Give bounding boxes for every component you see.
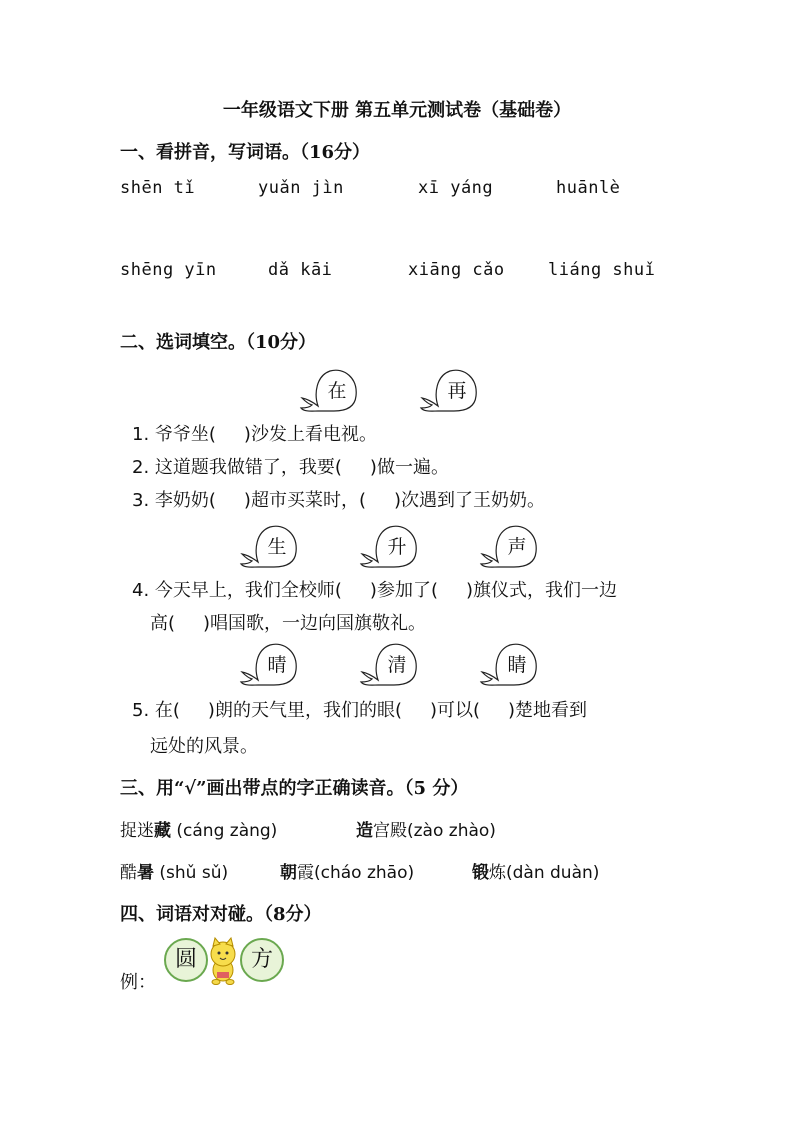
question-4: 4. 今天早上，我们全校师( )参加了( )旗仪式，我们一边: [132, 580, 617, 601]
section-2-heading: 二、选词填空。（10分）: [120, 332, 317, 353]
word-bubble: [238, 524, 300, 570]
bubble-char: 升: [387, 536, 407, 558]
word-bubble: [358, 524, 420, 570]
pinyin-5: shēng yīn: [120, 260, 217, 280]
bubble-char: 再: [447, 380, 467, 402]
question-2: 2. 这道题我做错了，我要( )做一遍。: [132, 457, 449, 478]
pinyin-3: xī yáng: [418, 178, 494, 198]
bubble-char: 生: [267, 536, 287, 558]
word-bubble: [298, 368, 360, 414]
page-title: 一年级语文下册 第五单元测试卷（基础卷）: [222, 100, 572, 121]
section-1-heading: 一、看拼音，写词语。（16分）: [120, 142, 371, 163]
question-1: 1. 爷爷坐( )沙发上看电视。: [132, 424, 377, 445]
word-bubble: [478, 524, 540, 570]
pinyin-7: xiāng cǎo: [408, 260, 505, 280]
section-4-heading: 四、词语对对碰。（8分）: [120, 904, 322, 925]
bubble-char: 清: [387, 654, 407, 676]
word-bubble: [478, 642, 540, 688]
bubble-char: 声: [507, 536, 527, 558]
pronunciation-item: 造宫殿(zào zhào): [356, 821, 496, 841]
pinyin-8: liáng shuǐ: [548, 260, 656, 280]
pronunciation-item: 锻炼(dàn duàn): [472, 863, 600, 883]
pronunciation-item: 酷暑 (shǔ sǔ): [120, 863, 229, 883]
question-4-cont: 高( )唱国歌，一边向国旗敬礼。: [150, 613, 427, 634]
pronunciation-item: 朝霞(cháo zhāo): [280, 863, 415, 883]
pronunciation-item: 捉迷藏 (cáng zàng): [120, 821, 278, 841]
bubble-char: 晴: [267, 654, 287, 676]
section-3-heading: 三、用“√”画出带点的字正确读音。（5 分）: [120, 778, 469, 799]
example-label: 例：: [120, 972, 156, 993]
example-word-circle: 圆: [164, 938, 208, 982]
bubble-char: 睛: [507, 654, 527, 676]
word-bubble: [238, 642, 300, 688]
word-bubble: [358, 642, 420, 688]
question-3: 3. 李奶奶( )超市买菜时，( )次遇到了王奶奶。: [132, 490, 545, 511]
question-5: 5. 在( )朗的天气里，我们的眼( )可以( )楚地看到: [132, 700, 588, 721]
example-word-circle: 方: [240, 938, 284, 982]
pinyin-2: yuǎn jìn: [258, 178, 344, 198]
question-5-cont: 远处的风景。: [150, 736, 258, 757]
pinyin-4: huānlè: [556, 178, 621, 198]
bubble-char: 在: [327, 380, 347, 402]
pinyin-6: dǎ kāi: [268, 260, 333, 280]
word-bubble: [418, 368, 480, 414]
pinyin-1: shēn tǐ: [120, 178, 196, 198]
